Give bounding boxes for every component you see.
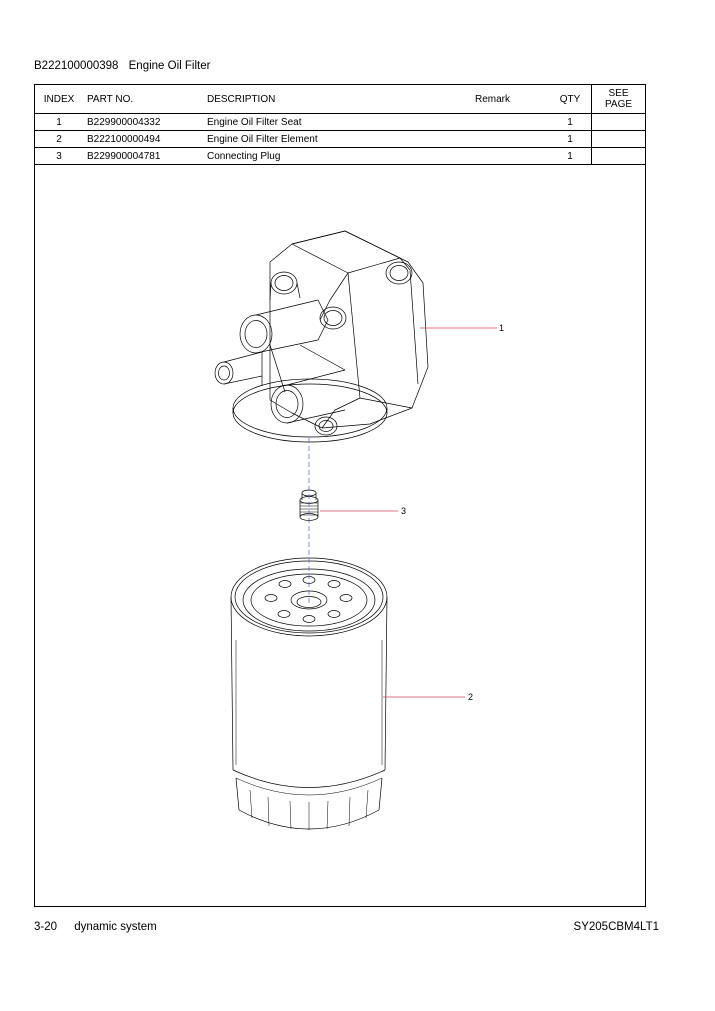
section-name: dynamic system [74, 921, 157, 933]
cell-qty: 1 [549, 148, 592, 165]
cell-qty: 1 [549, 114, 592, 131]
model-code: SY205CBM4LT1 [573, 921, 659, 933]
cell-description: Engine Oil Filter Element [207, 131, 475, 148]
cell-index: 2 [35, 131, 83, 148]
filter-seat-drawing [215, 231, 428, 442]
col-qty: QTY [549, 85, 592, 114]
assembly-part-number: B222100000398 [34, 60, 119, 72]
cell-part-no: B229900004332 [83, 114, 207, 131]
cell-description: Engine Oil Filter Seat [207, 114, 475, 131]
cell-part-no: B229900004781 [83, 148, 207, 165]
footer-left [34, 921, 157, 933]
col-see-page-line2: PAGE [604, 99, 633, 110]
col-see-page-line1: SEE [608, 88, 629, 99]
assembly-title: Engine Oil Filter [128, 60, 211, 72]
cell-index: 3 [35, 148, 83, 165]
page-number: 3-20 [34, 921, 58, 933]
cell-index: 1 [35, 114, 83, 131]
callout-label-1: 1 [499, 323, 505, 333]
col-part-no: PART NO. [83, 85, 207, 114]
cell-part-no: B222100000494 [83, 131, 207, 148]
col-description: DESCRIPTION [207, 85, 475, 114]
callout-label-3: 3 [401, 506, 407, 516]
cell-qty: 1 [549, 131, 592, 148]
col-remark: Remark [475, 85, 549, 114]
cell-description: Connecting Plug [207, 148, 475, 165]
col-index: INDEX [35, 85, 83, 114]
callout-label-2: 2 [468, 692, 474, 702]
